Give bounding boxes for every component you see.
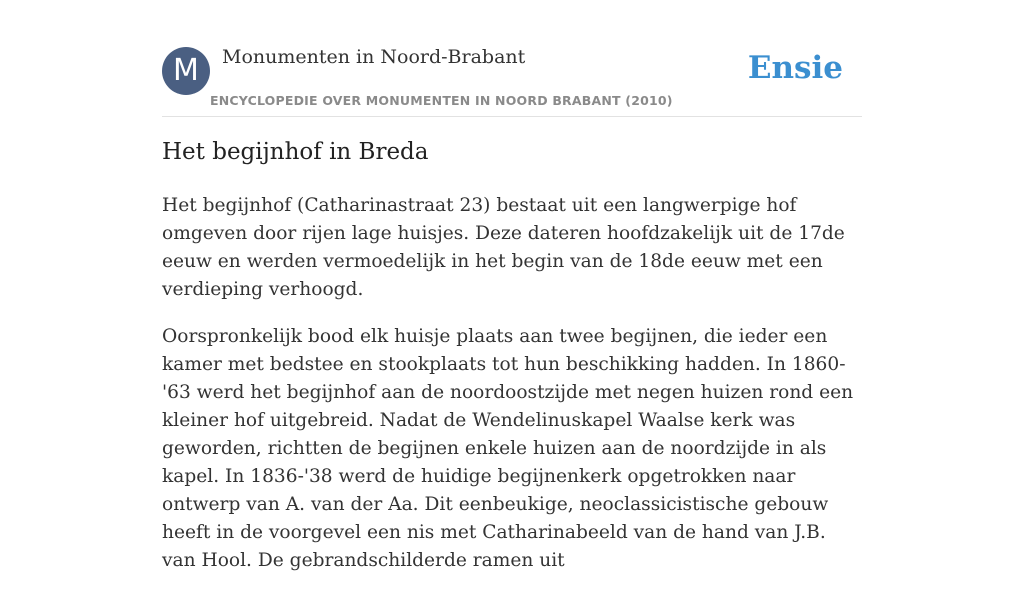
source-header: [162, 46, 862, 117]
article-body: [162, 192, 864, 594]
source-title-link[interactable]: Monumenten in Noord-Brabant: [222, 46, 526, 68]
avatar[interactable]: M: [162, 47, 210, 95]
article-paragraph: Het begijnhof (Catharinastraat 23) bestaat uit een langwerpige hof omgeven door rijen lage huisjes. Deze dateren hoofdzakelijk uit de 17de eeuw en werden vermoedelijk in het begin van de 18de eeuw met een verdieping verhoogd.: [162, 195, 845, 300]
article-paragraph: Oorspronkelijk bood elk huisje plaats aan twee begijnen, die ieder een kamer met bedstee en stookplaats tot hun beschikking hadden. In 1860-'63 werd het begijnhof aan de noordoostzijde met negen huizen rond een kleiner hof uitgebreid. Nadat de Wendelinuskapel Waalse kerk was geworden, richtten de begijnen enkele huizen aan de noordzijde in als kapel. In 1836-'38 werd de huidige begijnenkerk opgetrokken naar ontwerp van A. van der Aa. Dit eenbeukige, neoclassicistische gebouw heeft in de voorgevel een nis met Catharinabeeld van de hand van J.B. van Hool. De gebrandschilderde ramen uit: [162, 326, 854, 571]
page-title: Het begijnhof in Breda: [162, 139, 429, 165]
ensie-logo[interactable]: Ensie: [747, 50, 843, 86]
source-subtitle: ENCYCLOPEDIE OVER MONUMENTEN IN NOORD BRABANT (2010): [210, 93, 673, 108]
